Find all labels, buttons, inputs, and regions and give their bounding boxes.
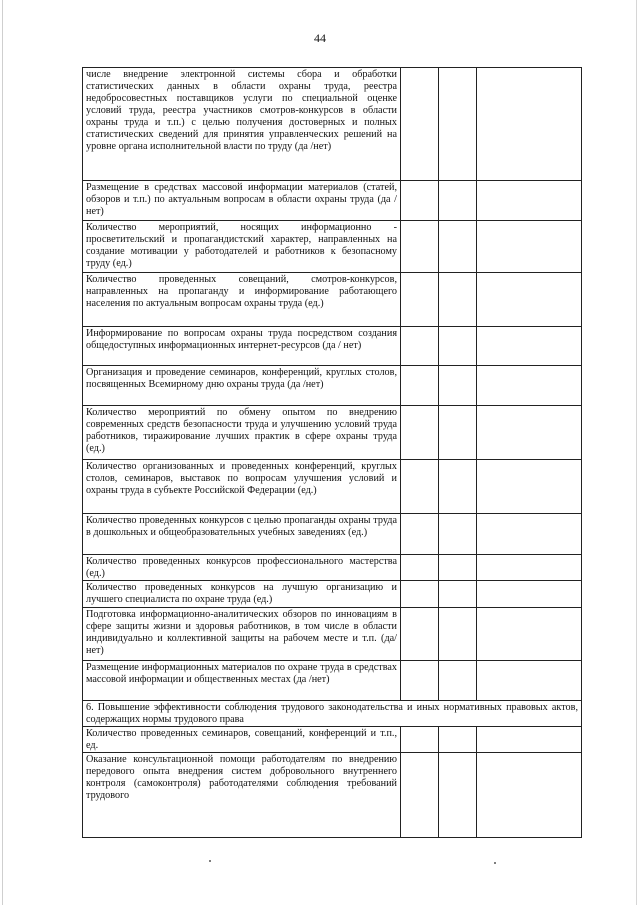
value-cell [439, 273, 477, 327]
table-row [83, 181, 582, 221]
indicators-table [82, 67, 582, 838]
scan-edge-left [2, 0, 3, 905]
indicator-cell: Размещение информационных материалов по охране труда в средствах массовой информации и общественных местах (да /нет) [83, 661, 401, 701]
value-cell [401, 181, 439, 221]
table-row [83, 68, 582, 181]
value-cell [477, 181, 582, 221]
table-row [83, 406, 582, 460]
indicator-cell: Организация и проведение семинаров, конференций, круглых столов, посвященных Всемирному дню охраны труда (да /нет) [83, 366, 401, 406]
value-cell [401, 366, 439, 406]
table-row [83, 273, 582, 327]
value-cell [439, 221, 477, 273]
value-cell [401, 581, 439, 608]
indicator-cell: Количество мероприятий, носящих информационно - просветительский и пропагандистский характер, направленных на создание мотивации у работодателей и работников к безопасному труду (ед.) [83, 221, 401, 273]
value-cell [477, 581, 582, 608]
section-heading-row [83, 701, 582, 727]
indicator-cell: Количество проведенных семинаров, совещаний, конференций и т.п., ед. [83, 727, 401, 753]
indicator-cell: Подготовка информационно-аналитических обзоров по инновациям в сфере защиты жизни и здоровья работников, в том числе в области индивидуально и коллективной защиты на рабочем месте и т.п. (да/нет) [83, 608, 401, 661]
table-row [83, 366, 582, 406]
value-cell [477, 460, 582, 514]
indicator-cell: Размещение в средствах массовой информации материалов (статей, обзоров и т.п.) по актуальным вопросам в области охраны труда (да /нет) [83, 181, 401, 221]
value-cell [439, 181, 477, 221]
value-cell [477, 406, 582, 460]
value-cell [401, 327, 439, 366]
value-cell [477, 68, 582, 181]
value-cell [401, 608, 439, 661]
indicator-cell: Оказание консультационной помощи работодателям по внедрению передового опыта внедрения систем добровольного внутреннего контроля (самоконтроля) работодателями соблюдения требований трудового [83, 753, 401, 838]
table-body [83, 68, 582, 838]
value-cell [439, 555, 477, 581]
table-row [83, 514, 582, 555]
value-cell [439, 366, 477, 406]
indicator-cell: Количество организованных и проведенных конференций, круглых столов, семинаров, выставок по вопросам улучшения условий и охраны труда в субъекте Российской Федерации (ед.) [83, 460, 401, 514]
scan-edge-right [636, 0, 637, 905]
indicator-cell: Количество мероприятий по обмену опытом по внедрению современных средств безопасности труда и улучшению условий труда работников, тиражирование лучших практик в сфере охраны труда (ед.) [83, 406, 401, 460]
table-row [83, 753, 582, 838]
value-cell [439, 460, 477, 514]
section-heading: 6. Повышение эффективности соблюдения трудового законодательства и иных нормативных правовых актов, содержащих нормы трудового права [83, 701, 582, 727]
indicator-cell: Количество проведенных конкурсов с целью пропаганды охраны труда в дошкольных и общеобразовательных учебных заведениях (ед.) [83, 514, 401, 555]
value-cell [477, 221, 582, 273]
value-cell [439, 661, 477, 701]
value-cell [439, 514, 477, 555]
indicator-cell: Количество проведенных совещаний, смотров-конкурсов, направленных на пропаганду и информирование работающего населения по актуальным вопросам охраны труда (ед.) [83, 273, 401, 327]
indicator-cell: Количество проведенных конкурсов на лучшую организацию и лучшего специалиста по охране труда (ед.) [83, 581, 401, 608]
indicator-cell: Информирование по вопросам охраны труда посредством создания общедоступных информационных интернет-ресурсов (да / нет) [83, 327, 401, 366]
value-cell [477, 514, 582, 555]
value-cell [477, 327, 582, 366]
value-cell [477, 661, 582, 701]
table-row [83, 555, 582, 581]
value-cell [439, 753, 477, 838]
value-cell [401, 753, 439, 838]
value-cell [439, 327, 477, 366]
value-cell [401, 68, 439, 181]
value-cell [401, 555, 439, 581]
table-row [83, 460, 582, 514]
value-cell [401, 661, 439, 701]
value-cell [477, 366, 582, 406]
value-cell [477, 273, 582, 327]
table-row [83, 727, 582, 753]
value-cell [439, 608, 477, 661]
indicator-cell: Количество проведенных конкурсов профессионального мастерства (ед.) [83, 555, 401, 581]
table-row [83, 661, 582, 701]
value-cell [439, 68, 477, 181]
value-cell [401, 460, 439, 514]
value-cell [477, 727, 582, 753]
value-cell [401, 273, 439, 327]
table-row [83, 581, 582, 608]
value-cell [401, 221, 439, 273]
value-cell [439, 727, 477, 753]
value-cell [401, 727, 439, 753]
table-row [83, 327, 582, 366]
value-cell [401, 514, 439, 555]
value-cell [477, 608, 582, 661]
value-cell [401, 406, 439, 460]
value-cell [477, 753, 582, 838]
scan-speck [494, 862, 496, 864]
indicator-cell: числе внедрение электронной системы сбора и обработки статистических данных в области охраны труда, реестра недобросовестных поставщиков услуги по специальной оценке условий труда, реестра участников смотров-конкурсов в области охраны труда и т.п.) с целью получения достоверных и полных статистических сведений для принятия управленческих решений на уровне органа исполнительной власти по труду (да /нет) [83, 68, 401, 181]
table-row [83, 221, 582, 273]
table-row [83, 608, 582, 661]
value-cell [439, 406, 477, 460]
value-cell [477, 555, 582, 581]
page-number: 44 [314, 31, 326, 45]
value-cell [439, 581, 477, 608]
scan-speck [209, 860, 211, 862]
